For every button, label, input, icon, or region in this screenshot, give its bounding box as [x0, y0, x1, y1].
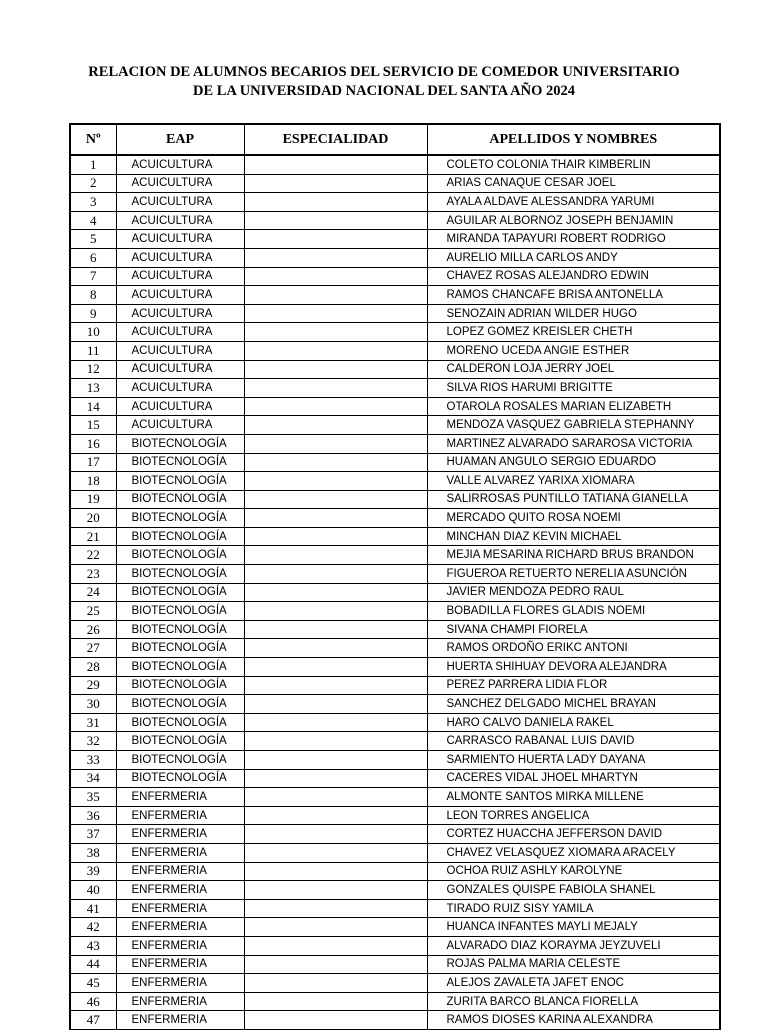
table-row [70, 862, 720, 881]
cell-eap: BIOTECNOLOGÍA [116, 509, 244, 528]
cell-number: 46 [70, 992, 116, 1011]
cell-eap: BIOTECNOLOGÍA [116, 565, 244, 584]
cell-number: 20 [70, 509, 116, 528]
table-row [70, 806, 720, 825]
cell-specialty [244, 695, 427, 714]
cell-full-name: PEREZ PARRERA LIDIA FLOR [427, 676, 720, 695]
document-title-line-1: RELACION DE ALUMNOS BECARIOS DEL SERVICIO DE COMEDOR UNIVERSITARIO [88, 64, 680, 80]
table-row [70, 602, 720, 621]
table-header-row [70, 124, 720, 155]
cell-number: 11 [70, 341, 116, 360]
table-row [70, 899, 720, 918]
table-row [70, 955, 720, 974]
cell-full-name: CACERES VIDAL JHOEL MHARTYN [427, 769, 720, 788]
cell-specialty [244, 174, 427, 193]
cell-full-name: JAVIER MENDOZA PEDRO RAUL [427, 583, 720, 602]
document-title-line-2: DE LA UNIVERSIDAD NACIONAL DEL SANTA AÑO 2024 [192, 83, 576, 99]
table-row [70, 341, 720, 360]
cell-eap: BIOTECNOLOGÍA [116, 434, 244, 453]
cell-eap: ACUICULTURA [116, 341, 244, 360]
cell-full-name: HARO CALVO DANIELA RAKEL [427, 713, 720, 732]
cell-eap: ACUICULTURA [116, 193, 244, 212]
cell-full-name: MEJIA MESARINA RICHARD BRUS BRANDON [427, 546, 720, 565]
cell-number: 7 [70, 267, 116, 286]
cell-specialty [244, 918, 427, 937]
cell-eap: ACUICULTURA [116, 286, 244, 305]
table-body [70, 155, 720, 1029]
table-row [70, 936, 720, 955]
cell-full-name: ARIAS CANAQUE CESAR JOEL [427, 174, 720, 193]
cell-specialty [244, 732, 427, 751]
cell-eap: BIOTECNOLOGÍA [116, 602, 244, 621]
cell-eap: ENFERMERIA [116, 992, 244, 1011]
cell-eap: ACUICULTURA [116, 379, 244, 398]
cell-specialty [244, 899, 427, 918]
cell-eap: BIOTECNOLOGÍA [116, 472, 244, 491]
table-row [70, 267, 720, 286]
cell-full-name: RAMOS ORDOÑO ERIKC ANTONI [427, 639, 720, 658]
cell-full-name: GONZALES QUISPE FABIOLA SHANEL [427, 881, 720, 900]
cell-number: 9 [70, 304, 116, 323]
table-row [70, 974, 720, 993]
cell-number: 45 [70, 974, 116, 993]
table-row [70, 248, 720, 267]
table-row [70, 881, 720, 900]
cell-eap: ENFERMERIA [116, 843, 244, 862]
cell-specialty [244, 583, 427, 602]
cell-eap: BIOTECNOLOGÍA [116, 695, 244, 714]
cell-eap: ACUICULTURA [116, 155, 244, 174]
cell-full-name: MIRANDA TAPAYURI ROBERT RODRIGO [427, 230, 720, 249]
cell-full-name: ALVARADO DIAZ KORAYMA JEYZUVELI [427, 936, 720, 955]
cell-number: 29 [70, 676, 116, 695]
cell-number: 37 [70, 825, 116, 844]
cell-eap: ACUICULTURA [116, 304, 244, 323]
cell-number: 17 [70, 453, 116, 472]
table-row [70, 416, 720, 435]
cell-number: 3 [70, 193, 116, 212]
cell-specialty [244, 341, 427, 360]
cell-specialty [244, 323, 427, 342]
cell-specialty [244, 509, 427, 528]
cell-full-name: AURELIO MILLA CARLOS ANDY [427, 248, 720, 267]
cell-full-name: CARRASCO RABANAL LUIS DAVID [427, 732, 720, 751]
cell-specialty [244, 769, 427, 788]
cell-number: 42 [70, 918, 116, 937]
cell-full-name: VALLE ALVAREZ YARIXA XIOMARA [427, 472, 720, 491]
cell-eap: BIOTECNOLOGÍA [116, 676, 244, 695]
cell-specialty [244, 565, 427, 584]
cell-full-name: SARMIENTO HUERTA LADY DAYANA [427, 751, 720, 770]
cell-number: 2 [70, 174, 116, 193]
table-row [70, 193, 720, 212]
cell-specialty [244, 211, 427, 230]
table-row [70, 676, 720, 695]
table-row [70, 658, 720, 677]
cell-full-name: BOBADILLA FLORES GLADIS NOEMI [427, 602, 720, 621]
cell-number: 26 [70, 620, 116, 639]
cell-eap: ENFERMERIA [116, 918, 244, 937]
cell-eap: ACUICULTURA [116, 248, 244, 267]
cell-specialty [244, 267, 427, 286]
cell-full-name: LOPEZ GOMEZ KREISLER CHETH [427, 323, 720, 342]
cell-eap: ENFERMERIA [116, 788, 244, 807]
cell-number: 23 [70, 565, 116, 584]
cell-eap: ENFERMERIA [116, 936, 244, 955]
table-row [70, 788, 720, 807]
cell-specialty [244, 620, 427, 639]
header-number: Nº [70, 124, 116, 155]
cell-number: 19 [70, 490, 116, 509]
cell-number: 40 [70, 881, 116, 900]
cell-number: 16 [70, 434, 116, 453]
cell-full-name: MERCADO QUITO ROSA NOEMI [427, 509, 720, 528]
cell-eap: BIOTECNOLOGÍA [116, 490, 244, 509]
cell-full-name: CORTEZ HUACCHA JEFFERSON DAVID [427, 825, 720, 844]
cell-number: 10 [70, 323, 116, 342]
cell-eap: BIOTECNOLOGÍA [116, 732, 244, 751]
cell-specialty [244, 602, 427, 621]
cell-number: 15 [70, 416, 116, 435]
table-row [70, 174, 720, 193]
cell-number: 36 [70, 806, 116, 825]
cell-eap: ACUICULTURA [116, 416, 244, 435]
table-row [70, 992, 720, 1011]
cell-full-name: ALMONTE SANTOS MIRKA MILLENE [427, 788, 720, 807]
cell-specialty [244, 546, 427, 565]
cell-eap: ENFERMERIA [116, 1011, 244, 1030]
cell-specialty [244, 992, 427, 1011]
cell-full-name: CALDERON LOJA JERRY JOEL [427, 360, 720, 379]
table-row [70, 434, 720, 453]
cell-full-name: HUANCA INFANTES MAYLI MEJALY [427, 918, 720, 937]
cell-full-name: SENOZAIN ADRIAN WILDER HUGO [427, 304, 720, 323]
cell-number: 14 [70, 397, 116, 416]
cell-full-name: AYALA ALDAVE ALESSANDRA YARUMI [427, 193, 720, 212]
cell-eap: BIOTECNOLOGÍA [116, 546, 244, 565]
table-row [70, 565, 720, 584]
header-eap: EAP [116, 124, 244, 155]
table-row [70, 490, 720, 509]
header-full-name: APELLIDOS Y NOMBRES [427, 124, 720, 155]
table-row [70, 286, 720, 305]
cell-specialty [244, 286, 427, 305]
table-row [70, 918, 720, 937]
table-row [70, 843, 720, 862]
cell-specialty [244, 230, 427, 249]
cell-full-name: ALEJOS ZAVALETA JAFET ENOC [427, 974, 720, 993]
cell-full-name: FIGUEROA RETUERTO NERELIA ASUNCIÓN [427, 565, 720, 584]
cell-full-name: OTAROLA ROSALES MARIAN ELIZABETH [427, 397, 720, 416]
cell-specialty [244, 843, 427, 862]
table-row [70, 155, 720, 174]
cell-eap: ACUICULTURA [116, 323, 244, 342]
cell-number: 38 [70, 843, 116, 862]
cell-eap: BIOTECNOLOGÍA [116, 639, 244, 658]
table-row [70, 509, 720, 528]
header-specialty: ESPECIALIDAD [244, 124, 427, 155]
table-row [70, 1011, 720, 1030]
cell-eap: ACUICULTURA [116, 174, 244, 193]
cell-specialty [244, 955, 427, 974]
cell-specialty [244, 825, 427, 844]
cell-full-name: AGUILAR ALBORNOZ JOSEPH BENJAMIN [427, 211, 720, 230]
cell-eap: ACUICULTURA [116, 211, 244, 230]
table-row [70, 825, 720, 844]
cell-eap: ENFERMERIA [116, 899, 244, 918]
cell-specialty [244, 453, 427, 472]
cell-full-name: MINCHAN DIAZ KEVIN MICHAEL [427, 527, 720, 546]
cell-eap: ENFERMERIA [116, 806, 244, 825]
cell-number: 25 [70, 602, 116, 621]
cell-specialty [244, 788, 427, 807]
cell-eap: BIOTECNOLOGÍA [116, 713, 244, 732]
cell-full-name: MORENO UCEDA ANGIE ESTHER [427, 341, 720, 360]
cell-specialty [244, 862, 427, 881]
cell-specialty [244, 434, 427, 453]
cell-number: 18 [70, 472, 116, 491]
cell-number: 13 [70, 379, 116, 398]
cell-eap: ACUICULTURA [116, 230, 244, 249]
students-table [69, 123, 721, 1030]
cell-number: 41 [70, 899, 116, 918]
cell-specialty [244, 193, 427, 212]
table-row [70, 379, 720, 398]
cell-number: 27 [70, 639, 116, 658]
cell-eap: ENFERMERIA [116, 825, 244, 844]
cell-eap: ENFERMERIA [116, 862, 244, 881]
cell-specialty [244, 304, 427, 323]
cell-full-name: LEON TORRES ANGELICA [427, 806, 720, 825]
cell-full-name: SALIRROSAS PUNTILLO TATIANA GIANELLA [427, 490, 720, 509]
cell-specialty [244, 155, 427, 174]
table-row [70, 472, 720, 491]
cell-number: 35 [70, 788, 116, 807]
cell-number: 33 [70, 751, 116, 770]
cell-full-name: MENDOZA VASQUEZ GABRIELA STEPHANNY [427, 416, 720, 435]
cell-number: 43 [70, 936, 116, 955]
cell-full-name: ZURITA BARCO BLANCA FIORELLA [427, 992, 720, 1011]
cell-number: 21 [70, 527, 116, 546]
cell-specialty [244, 676, 427, 695]
cell-eap: BIOTECNOLOGÍA [116, 658, 244, 677]
cell-eap: BIOTECNOLOGÍA [116, 583, 244, 602]
table-row [70, 713, 720, 732]
cell-specialty [244, 936, 427, 955]
cell-eap: BIOTECNOLOGÍA [116, 620, 244, 639]
cell-number: 32 [70, 732, 116, 751]
cell-full-name: OCHOA RUIZ ASHLY KAROLYNE [427, 862, 720, 881]
table-row [70, 527, 720, 546]
table-row [70, 304, 720, 323]
cell-full-name: SANCHEZ DELGADO MICHEL BRAYAN [427, 695, 720, 714]
cell-number: 44 [70, 955, 116, 974]
cell-specialty [244, 416, 427, 435]
table-row [70, 769, 720, 788]
table-row [70, 639, 720, 658]
cell-number: 30 [70, 695, 116, 714]
cell-specialty [244, 397, 427, 416]
table-row [70, 751, 720, 770]
cell-specialty [244, 379, 427, 398]
cell-specialty [244, 248, 427, 267]
cell-specialty [244, 472, 427, 491]
table-row [70, 620, 720, 639]
cell-number: 4 [70, 211, 116, 230]
cell-full-name: ROJAS PALMA MARIA CELESTE [427, 955, 720, 974]
cell-eap: ACUICULTURA [116, 360, 244, 379]
cell-specialty [244, 881, 427, 900]
cell-eap: ENFERMERIA [116, 955, 244, 974]
cell-number: 34 [70, 769, 116, 788]
cell-number: 1 [70, 155, 116, 174]
cell-number: 6 [70, 248, 116, 267]
table-row [70, 230, 720, 249]
cell-specialty [244, 360, 427, 379]
cell-specialty [244, 974, 427, 993]
table-row [70, 546, 720, 565]
cell-full-name: RAMOS CHANCAFE BRISA ANTONELLA [427, 286, 720, 305]
cell-number: 12 [70, 360, 116, 379]
table-row [70, 732, 720, 751]
cell-full-name: TIRADO RUIZ SISY YAMILA [427, 899, 720, 918]
cell-eap: BIOTECNOLOGÍA [116, 453, 244, 472]
cell-number: 5 [70, 230, 116, 249]
cell-eap: BIOTECNOLOGÍA [116, 769, 244, 788]
table-row [70, 583, 720, 602]
cell-full-name: MARTINEZ ALVARADO SARAROSA VICTORIA [427, 434, 720, 453]
cell-full-name: CHAVEZ VELASQUEZ XIOMARA ARACELY [427, 843, 720, 862]
cell-number: 47 [70, 1011, 116, 1030]
cell-eap: BIOTECNOLOGÍA [116, 751, 244, 770]
table-row [70, 453, 720, 472]
cell-full-name: SILVA RIOS HARUMI BRIGITTE [427, 379, 720, 398]
cell-full-name: HUERTA SHIHUAY DEVORA ALEJANDRA [427, 658, 720, 677]
cell-specialty [244, 490, 427, 509]
cell-full-name: COLETO COLONIA THAIR KIMBERLIN [427, 155, 720, 174]
cell-specialty [244, 713, 427, 732]
cell-eap: ACUICULTURA [116, 397, 244, 416]
cell-specialty [244, 527, 427, 546]
cell-number: 8 [70, 286, 116, 305]
cell-eap: ACUICULTURA [116, 267, 244, 286]
cell-number: 24 [70, 583, 116, 602]
cell-eap: ENFERMERIA [116, 974, 244, 993]
cell-number: 22 [70, 546, 116, 565]
cell-specialty [244, 751, 427, 770]
cell-full-name: SIVANA CHAMPI FIORELA [427, 620, 720, 639]
cell-specialty [244, 658, 427, 677]
cell-full-name: RAMOS DIOSES KARINA ALEXANDRA [427, 1011, 720, 1030]
cell-full-name: HUAMAN ANGULO SERGIO EDUARDO [427, 453, 720, 472]
table-row [70, 397, 720, 416]
cell-specialty [244, 639, 427, 658]
cell-number: 31 [70, 713, 116, 732]
cell-full-name: CHAVEZ ROSAS ALEJANDRO EDWIN [427, 267, 720, 286]
table-row [70, 211, 720, 230]
cell-number: 39 [70, 862, 116, 881]
cell-number: 28 [70, 658, 116, 677]
table-row [70, 695, 720, 714]
cell-eap: ENFERMERIA [116, 881, 244, 900]
cell-specialty [244, 1011, 427, 1030]
cell-specialty [244, 806, 427, 825]
table-row [70, 360, 720, 379]
table-row [70, 323, 720, 342]
cell-eap: BIOTECNOLOGÍA [116, 527, 244, 546]
